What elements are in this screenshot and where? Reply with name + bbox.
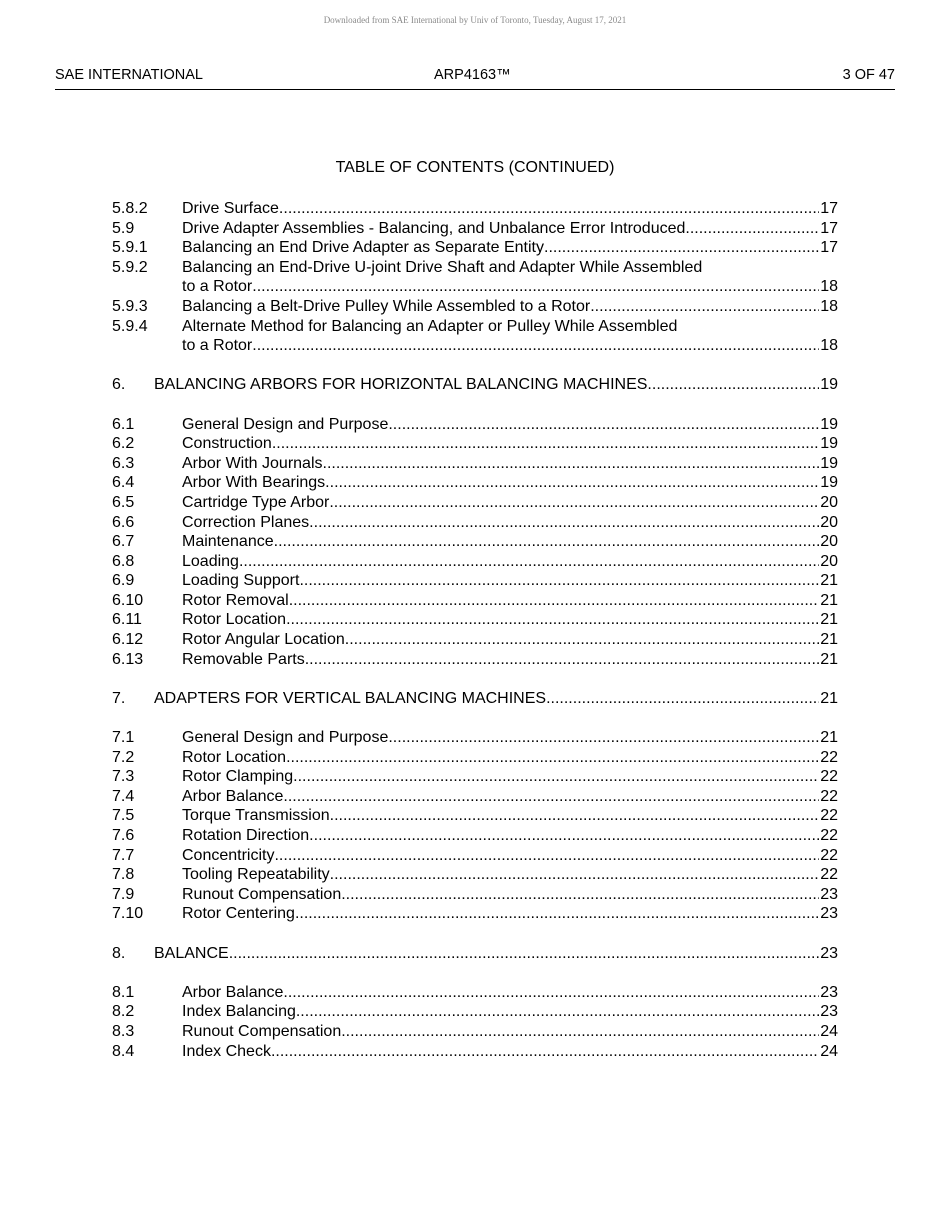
toc-entry-row[interactable] (112, 297, 838, 317)
toc-entry-line (182, 493, 838, 513)
toc-entry-number: 7.3 (112, 768, 135, 786)
toc-entry-row[interactable] (112, 415, 838, 435)
toc-entry-row[interactable] (112, 199, 838, 219)
toc-entry-line (182, 532, 838, 552)
toc-entry-continuation-row[interactable] (112, 277, 838, 297)
toc-entry-title: Torque Transmission (182, 807, 330, 825)
toc-entry-title: Tooling Repeatability (182, 866, 330, 884)
toc-entry-line (182, 238, 838, 258)
toc-entry-title: Rotor Centering (182, 905, 295, 923)
dot-leader (685, 219, 819, 239)
dot-leader (544, 238, 819, 258)
toc-entry-line (182, 454, 838, 474)
toc-entry-page: 21 (820, 631, 838, 649)
toc-entry-line (154, 689, 838, 709)
document-number: ARP4163™ (434, 67, 511, 83)
dot-leader (271, 1042, 819, 1062)
toc-entry-line (182, 728, 838, 748)
toc-entry-page: 23 (820, 1003, 838, 1021)
toc-entry-page: 17 (820, 239, 838, 257)
toc-entry-line (182, 787, 838, 807)
toc-entry-number: 5.9.4 (112, 317, 148, 335)
toc-entry-page: 19 (820, 454, 838, 472)
toc-entry-number: 6.1 (112, 415, 135, 433)
download-watermark: Downloaded from SAE International by Univ of Toronto, Tuesday, August 17, 2021 (323, 15, 627, 25)
toc-entry-number: 6.13 (112, 650, 144, 668)
toc-entry-number: 5.9 (112, 219, 135, 237)
dot-leader (286, 748, 819, 768)
toc-section-row[interactable] (112, 944, 838, 964)
toc-entry-page: 21 (820, 689, 838, 707)
toc-entry-row[interactable] (112, 317, 838, 337)
dot-leader (341, 885, 819, 905)
toc-entry-number: 7.7 (112, 846, 135, 864)
dot-leader (283, 983, 819, 1003)
toc-entry-title: Construction (182, 435, 272, 453)
toc-entry-page: 22 (820, 807, 838, 825)
toc-entry-page: 22 (820, 768, 838, 786)
toc-entry-line (182, 317, 838, 337)
toc-entry-title: Balancing an End-Drive U-joint Drive Shaft and Adapter While Assembled (182, 258, 703, 276)
page-number: 3 OF 47 (842, 67, 895, 83)
toc-entry-line (182, 806, 838, 826)
toc-entry-row[interactable] (112, 630, 838, 650)
toc-entry-title: General Design and Purpose (182, 729, 389, 747)
toc-entry-page: 22 (820, 787, 838, 805)
toc-entry-row[interactable] (112, 728, 838, 748)
dot-leader (329, 493, 819, 513)
dot-leader (341, 1022, 819, 1042)
toc-entry-line (182, 865, 838, 885)
toc-entry-page: 20 (820, 513, 838, 531)
toc-entry-row[interactable] (112, 904, 838, 924)
toc-entry-number: 7.9 (112, 885, 135, 903)
toc-entry-page: 17 (820, 219, 838, 237)
toc-entry-title: Arbor With Bearings (182, 474, 326, 492)
toc-entry-number: 6.3 (112, 454, 135, 472)
toc-entry-title: Rotor Removal (182, 591, 289, 609)
dot-leader (345, 630, 819, 650)
toc-entry-row[interactable] (112, 885, 838, 905)
toc-entry-row[interactable] (112, 767, 838, 787)
toc-entry-row[interactable] (112, 846, 838, 866)
toc-entry-title: Loading Support (182, 572, 300, 590)
toc-entry-line (182, 610, 838, 630)
toc-entry-number: 5.9.1 (112, 239, 148, 257)
toc-entry-number: 7.4 (112, 787, 135, 805)
toc-entry-line (182, 630, 838, 650)
toc-entry-page: 21 (820, 729, 838, 747)
toc-entry-row[interactable] (112, 513, 838, 533)
toc-entry-page: 19 (820, 376, 838, 394)
toc-entry-row[interactable] (112, 591, 838, 611)
toc-entry-title: Balancing an End Drive Adapter as Separate Entity (182, 239, 544, 257)
toc-entry-line (182, 1042, 838, 1062)
toc-entry-title: Concentricity (182, 846, 275, 864)
dot-leader (296, 1002, 819, 1022)
toc-entry-page: 22 (820, 866, 838, 884)
toc-entry-line (182, 473, 838, 493)
toc-entry-number: 6.9 (112, 572, 135, 590)
toc-entry-title: BALANCE (154, 944, 229, 962)
toc-entry-row[interactable] (112, 473, 838, 493)
toc-entry-page: 23 (820, 944, 838, 962)
toc-entry-number: 6.10 (112, 591, 144, 609)
dot-leader (274, 846, 819, 866)
toc-entry-title: Rotor Clamping (182, 768, 294, 786)
toc-entry-number: 7.6 (112, 827, 135, 844)
dot-leader (286, 610, 819, 630)
toc-entry-line (182, 1022, 838, 1042)
toc-entry-row[interactable] (112, 748, 838, 768)
toc-entry-number: 5.9.2 (112, 258, 148, 276)
toc-entry-line (182, 650, 838, 670)
toc-section-row[interactable] (112, 375, 838, 395)
toc-entry-number: 6.12 (112, 631, 144, 649)
toc-entry-number: 7.10 (112, 905, 144, 923)
toc-entry-line (182, 415, 838, 435)
toc-entry-number: 8. (112, 944, 126, 962)
toc-title: TABLE OF CONTENTS (CONTINUED) (335, 159, 615, 176)
toc-entry-number: 6.5 (112, 493, 135, 511)
toc-entry-number: 7. (112, 689, 126, 707)
toc-entry-row[interactable] (112, 552, 838, 572)
toc-entry-number: 6.4 (112, 474, 135, 492)
toc-entry-title: Arbor Balance (182, 983, 284, 1001)
toc-entry-row[interactable] (112, 650, 838, 670)
dot-leader (295, 904, 819, 924)
toc-entry-number: 7.1 (112, 729, 135, 747)
toc-entry-page: 21 (820, 611, 838, 629)
toc-entry-row[interactable] (112, 454, 838, 474)
toc-entry-row[interactable] (112, 1042, 838, 1062)
toc-entry-page: 22 (820, 827, 838, 844)
toc-entry-line (182, 748, 838, 768)
toc-entry-page: 18 (820, 297, 838, 315)
toc-entry-number: 6.7 (112, 533, 135, 551)
toc-entry-page: 20 (820, 552, 838, 570)
toc-entry-line (182, 591, 838, 611)
dot-leader (293, 767, 819, 787)
toc-entry-row[interactable] (112, 493, 838, 513)
toc-entry-line (182, 434, 838, 454)
toc-entry-page: 18 (820, 337, 838, 355)
toc-entry-page: 19 (820, 415, 838, 433)
toc-entry-page: 20 (820, 533, 838, 551)
toc-entry-line (182, 336, 838, 356)
toc-entry-number: 6.6 (112, 513, 135, 531)
toc-entry-title: Drive Adapter Assemblies - Balancing, and Unbalance Error Introduced (182, 219, 686, 237)
toc-entry-line (154, 944, 838, 964)
toc-entry-page: 19 (820, 435, 838, 453)
toc-entry-line (182, 904, 838, 924)
toc-entry-title: Arbor Balance (182, 787, 284, 805)
toc-entry-title: Index Balancing (182, 1003, 296, 1021)
toc-entry-title: Cartridge Type Arbor (182, 493, 330, 511)
toc-entry-line (154, 375, 838, 395)
dot-leader (330, 865, 820, 885)
toc-entry-page: 19 (820, 474, 838, 492)
toc-entry-row[interactable] (112, 532, 838, 552)
toc-entry-title: Runout Compensation (182, 1022, 342, 1040)
toc-entry-line (182, 552, 838, 572)
toc-entry-continuation-row[interactable] (112, 336, 838, 356)
toc-entry-title: Index Check (182, 1042, 271, 1060)
toc-entry-title: Loading (182, 552, 239, 570)
dot-leader (274, 532, 820, 552)
dot-leader (325, 473, 819, 493)
dot-leader (299, 571, 819, 591)
toc-entry-page: 21 (820, 591, 838, 609)
toc-section-row[interactable] (112, 689, 838, 709)
toc-entry-page: 21 (820, 650, 838, 668)
dot-leader (590, 297, 819, 317)
dot-leader (272, 434, 819, 454)
toc-entry-page: 18 (820, 278, 838, 296)
toc-entry-page: 23 (820, 905, 838, 923)
toc-entry-number: 6.8 (112, 552, 135, 570)
toc-entry-page: 21 (820, 572, 838, 590)
toc-entry-title: Runout Compensation (182, 885, 342, 903)
toc-entry-row[interactable] (112, 238, 838, 258)
toc-entry-title-continuation: to a Rotor (182, 337, 253, 355)
toc-entry-title: Rotor Location (182, 611, 287, 629)
dot-leader (289, 591, 820, 611)
toc-entry-title: Balancing a Belt-Drive Pulley While Assembled to a Rotor (182, 297, 591, 315)
toc-entry-title: General Design and Purpose (182, 415, 389, 433)
dot-leader (388, 415, 819, 435)
toc-entry-line (182, 199, 838, 219)
toc-entry-number: 8.3 (112, 1022, 135, 1040)
toc-entry-row[interactable] (112, 571, 838, 591)
toc-entry-number: 8.4 (112, 1042, 135, 1060)
toc-entry-row[interactable] (112, 983, 838, 1003)
toc-entry-title: Arbor With Journals (182, 454, 323, 472)
toc-entry-line (182, 219, 838, 239)
toc-entry-line (182, 885, 838, 905)
toc-entry-page: 22 (820, 846, 838, 864)
dot-leader (252, 336, 819, 356)
dot-leader (229, 944, 820, 964)
dot-leader (309, 826, 819, 846)
toc-entry-title: Drive Surface (182, 200, 279, 217)
toc-entry-page: 24 (820, 1042, 838, 1060)
dot-leader (388, 728, 819, 748)
toc-entry-row[interactable] (112, 219, 838, 239)
toc-entry-title: Rotor Angular Location (182, 631, 345, 649)
toc-entry-page: 24 (820, 1022, 838, 1040)
dot-leader (330, 806, 820, 826)
toc-entry-page: 17 (820, 200, 838, 217)
toc-entry-number: 7.8 (112, 866, 135, 884)
dot-leader (546, 689, 819, 709)
toc-entry-row[interactable] (112, 434, 838, 454)
table-of-contents (112, 199, 838, 1061)
toc-entry-row[interactable] (112, 258, 838, 278)
dot-leader (305, 650, 819, 670)
toc-entry-line (182, 1002, 838, 1022)
dot-leader (309, 513, 819, 533)
toc-entry-title: Rotor Location (182, 748, 287, 766)
dot-leader (647, 375, 819, 395)
toc-entry-title: Rotation Direction (182, 827, 310, 844)
toc-entry-line (182, 846, 838, 866)
toc-entry-row[interactable] (112, 610, 838, 630)
page-header (55, 67, 895, 90)
toc-entry-page: 22 (820, 748, 838, 766)
toc-entry-number: 7.2 (112, 748, 135, 766)
toc-entry-row[interactable] (112, 826, 838, 846)
toc-entry-page: 23 (820, 983, 838, 1001)
dot-leader (252, 277, 819, 297)
toc-entry-row[interactable] (112, 806, 838, 826)
dot-leader (283, 787, 819, 807)
toc-entry-number: 6.2 (112, 435, 135, 453)
toc-entry-row[interactable] (112, 865, 838, 885)
toc-entry-row[interactable] (112, 1002, 838, 1022)
toc-entry-line (182, 258, 838, 278)
dot-leader (323, 454, 820, 474)
toc-entry-line (182, 826, 838, 846)
toc-entry-title: Removable Parts (182, 650, 305, 668)
toc-entry-title: Maintenance (182, 533, 274, 551)
toc-entry-number: 5.8.2 (112, 200, 148, 217)
toc-entry-title-continuation: to a Rotor (182, 278, 253, 296)
toc-entry-line (182, 983, 838, 1003)
toc-entry-row[interactable] (112, 1022, 838, 1042)
toc-entry-page: 20 (820, 493, 838, 511)
toc-entry-line (182, 277, 838, 297)
toc-entry-number: 8.1 (112, 983, 135, 1001)
toc-entry-number: 7.5 (112, 807, 135, 825)
toc-entry-number: 5.9.3 (112, 297, 148, 315)
dot-leader (279, 199, 819, 219)
toc-entry-title: Correction Planes (182, 513, 310, 531)
toc-entry-line (182, 767, 838, 787)
publisher-name: SAE INTERNATIONAL (55, 67, 203, 83)
toc-entry-line (182, 513, 838, 533)
toc-entry-title: Alternate Method for Balancing an Adapter or Pulley While Assembled (182, 317, 678, 335)
toc-entry-title: ADAPTERS FOR VERTICAL BALANCING MACHINES (154, 689, 547, 707)
toc-entry-line (182, 297, 838, 317)
toc-entry-title: BALANCING ARBORS FOR HORIZONTAL BALANCING MACHINES (154, 376, 648, 394)
toc-entry-number: 8.2 (112, 1003, 135, 1021)
toc-entry-page: 23 (820, 885, 838, 903)
toc-entry-line (182, 571, 838, 591)
toc-entry-row[interactable] (112, 787, 838, 807)
toc-entry-number: 6.11 (112, 611, 142, 629)
toc-entry-number: 6. (112, 376, 126, 394)
dot-leader (239, 552, 819, 572)
